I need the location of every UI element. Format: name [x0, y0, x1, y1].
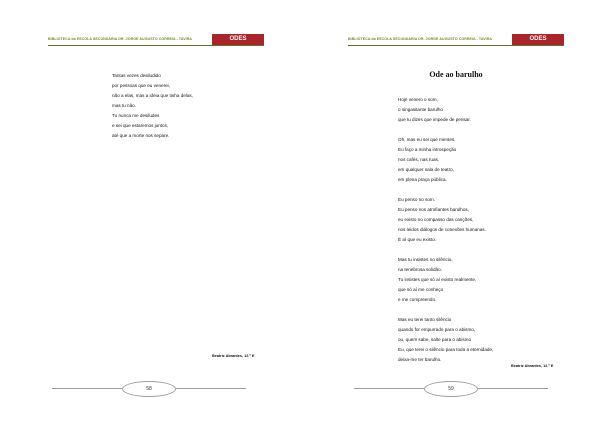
poem-line: Eu, que terei o silêncio para toda a eternidade, [398, 347, 494, 352]
poem-line: Tu nunca me desiludes [112, 113, 160, 118]
poem-line: na tenebrosa solidão. [398, 267, 442, 272]
right-poem [398, 95, 493, 365]
header-rule [48, 45, 264, 46]
poem-line: o singasitante barulho [398, 107, 443, 112]
poem-line: Eu penso nos atrofiantes barulhos, [398, 207, 469, 212]
stanza-gap [398, 245, 493, 255]
poem-line: ou, quem sabe, salte para o abismo [398, 337, 472, 342]
poem-line: eu existo no compasso das canções, [398, 217, 474, 222]
poem-line: mas tu não. [112, 103, 137, 108]
poem-line: por pessoas que eu venerei, [112, 83, 170, 88]
poem-title: Ode ao barulho [429, 70, 483, 79]
poem-line: que só aí me conheço [398, 287, 444, 292]
page-number: 59 [424, 381, 478, 397]
poem-line: que tu dizes que impede de pensar. [398, 117, 471, 122]
header-library-label: BIBLIOTECA da ESCOLA SECUNDÁRIA DR. JORGE AUGUSTO CORREIA - TAVIRA [348, 37, 492, 41]
poem-line: e sei que estaremos juntos, [112, 123, 169, 128]
header-library-label: BIBLIOTECA da ESCOLA SECUNDÁRIA DR. JORGE AUGUSTO CORREIA - TAVIRA [48, 37, 192, 41]
poem-line: em plena praça pública. [398, 177, 447, 182]
header-section-tag: ODES [512, 34, 564, 45]
page-number-rule-right [478, 388, 548, 389]
poem-line: deixa-me ter barulho. [398, 357, 442, 362]
left-page-header [48, 34, 264, 45]
stanza-gap [398, 305, 493, 315]
poem-line: nos leidos diálogos de conexões humanas. [398, 227, 486, 232]
page-number-rule-right [176, 388, 246, 389]
header-section-tag: ODES [212, 34, 264, 45]
poem-line: Tantas vezes desiludido [112, 73, 161, 78]
poem-line: Eu penso no som. [398, 197, 436, 202]
header-rule [348, 45, 564, 46]
poem-line: não a elas, mas a ideia que tinha delas, [112, 93, 193, 98]
page-number: 58 [122, 381, 176, 397]
poem-line: quando for empurrado para o abismo, [398, 327, 476, 332]
left-poem [112, 71, 193, 141]
poem-line: nos cafés, nas ruas, [398, 157, 440, 162]
poem-line: em qualquer sala de teatro, [398, 167, 454, 172]
poem-line: Tu insistes que só aí existo realmente, [398, 277, 477, 282]
poem-line: Oh, mas eu sei que mentes. [398, 137, 456, 142]
left-signature: Beatriz Abrantes, 12.º E [212, 354, 255, 358]
poem-line: até que a morte nos separe. [112, 133, 170, 138]
poem-line: Mas eu terei tanto silêncio [398, 317, 452, 322]
poem-line: Hoje venero o som, [398, 97, 438, 102]
poem-line: Eu faço a minha introspeção [398, 147, 457, 152]
right-signature: Beatriz Abrantes, 12.º E [511, 364, 554, 368]
poem-line: e me compreendo. [398, 297, 437, 302]
poem-line: Mas tu insistes no silêncio, [398, 257, 453, 262]
right-page [300, 0, 600, 424]
page-number-rule-left [52, 388, 122, 389]
right-page-header [348, 34, 564, 45]
page-number-rule-left [354, 388, 424, 389]
poem-line: É aí que eu existo. [398, 237, 437, 242]
stanza-gap [398, 185, 493, 195]
stanza-gap [398, 125, 493, 135]
